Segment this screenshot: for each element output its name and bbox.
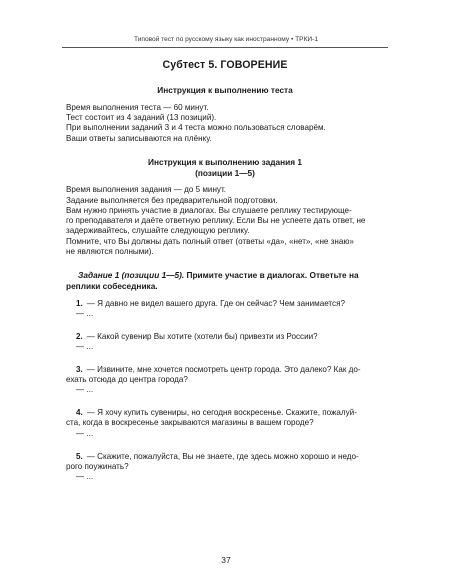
answer-placeholder: — ... xyxy=(76,341,94,351)
task1-instructions-section xyxy=(66,157,384,257)
answer-placeholder: — ... xyxy=(76,308,94,318)
header-divider xyxy=(62,47,388,48)
instruction-line: го преподавателя и даёте ответную реплику. Если Вы не успеете дать ответ, не xyxy=(66,216,366,226)
task1-instructions-heading-line2: (позиции 1—5) xyxy=(195,167,255,178)
task1-instructions-heading xyxy=(66,157,384,178)
answer-placeholder: — ... xyxy=(76,472,94,482)
task1-prompt: Примите участие в диалогах. Ответьте на xyxy=(184,270,359,281)
answer-placeholder: — ... xyxy=(76,428,94,438)
subtest-title: Субтест 5. ГОВОРЕНИЕ xyxy=(162,59,288,71)
task1-heading xyxy=(66,270,384,291)
question-text-continued: ста, когда в воскресенье закрываются магазины в вашем городе? xyxy=(66,418,314,428)
question-text-continued: ехать отсюда до центра города? xyxy=(66,375,188,385)
test-instructions-section xyxy=(66,85,384,144)
instruction-line: При выполнении заданий 3 и 4 теста можно пользоваться словарём. xyxy=(66,123,326,133)
test-instructions-heading: Инструкция к выполнению теста xyxy=(157,85,293,96)
task1-instructions-heading-line1: Инструкция к выполнению задания 1 xyxy=(147,157,303,168)
running-header: Типовой тест по русскому языку как иностранному • ТРКИ-1 xyxy=(133,36,319,43)
question-text: — Скажите, пожалуйста, Вы не знаете, где здесь можно хорошо и недо- xyxy=(86,451,359,461)
instruction-line: Задание выполняется без предварительной подготовки. xyxy=(66,195,278,205)
question-text: — Извините, мне хочется посмотреть центр города. Это далеко? Как до- xyxy=(86,364,361,374)
question-item xyxy=(66,332,384,353)
page-content xyxy=(66,60,384,495)
instruction-line: задерживайтесь, слушайте следующую реплику. xyxy=(66,226,250,236)
question-number: 4. xyxy=(76,408,83,418)
question-number: 2. xyxy=(76,331,83,341)
question-number: 5. xyxy=(76,451,83,461)
question-item xyxy=(66,408,384,439)
instruction-line: Ваши ответы записываются на плёнку. xyxy=(66,133,212,143)
instruction-line: не являются полными). xyxy=(66,247,154,257)
instruction-line: Тест состоит из 4 заданий (13 позиций). xyxy=(66,113,217,123)
question-text: — Я давно не видел вашего друга. Где он сейчас? Чем занимается? xyxy=(86,298,345,308)
instruction-line: Помните, что Вы должны дать полный ответ (ответы «да», «нет», «не знаю» xyxy=(66,236,354,246)
page-number: 37 xyxy=(221,555,231,565)
instruction-line: Время выполнения задания — до 5 минут. xyxy=(66,185,227,195)
instruction-line: Вам нужно принять участие в диалогах. Вы слушаете реплику тестирующе- xyxy=(66,205,352,215)
answer-placeholder: — ... xyxy=(76,385,94,395)
question-number: 1. xyxy=(76,298,83,308)
question-text: — Какой сувенир Вы хотите (хотели бы) привезти из России? xyxy=(86,331,318,341)
question-item xyxy=(66,365,384,396)
task1-label: Задание 1 (позиции 1—5). xyxy=(78,270,185,281)
question-item xyxy=(66,452,384,483)
question-text: — Я хочу купить сувениры, но сегодня воскресенье. Скажите, пожалуй- xyxy=(86,408,357,418)
instruction-line: Время выполнения теста — 60 минут. xyxy=(66,102,209,112)
question-number: 3. xyxy=(76,364,83,374)
question-text-continued: рого поужинать? xyxy=(66,461,129,471)
question-item xyxy=(66,299,384,320)
task1-prompt-line2: реплики собеседника. xyxy=(66,280,158,291)
